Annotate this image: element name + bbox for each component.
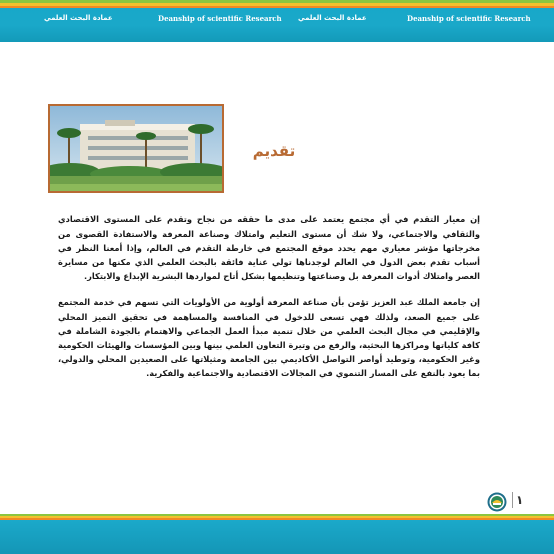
intro-paragraph-1: إن معيار التقدم في أي مجتمع يعتمد على مدى ما حققه من نجاح وتقدم على المستوى الاقتصادي والثقافي والاجتماعي، ولا شك أن مستوى التعليم وامتلاك وصناعة المعرفة والاستفادة القصوى من مخرجاتها مؤشر معياري مهم يحدد موقع المجتمع في خارطة التقدم في العالم، وإذا أمعنا النظر في أسباب تقدم بعض الدول في العالم لوجدناها تولي عناية فائقة بالبحث العلمي الذي مكنها من مسايرة العصر وامتلاك أدوات المعرفة بل وصناعتها وتنظيمها بشكل أتاح لمواردها البشرية الإبداع والابتكار.: [58, 214, 480, 282]
header-title-en-2: Deanship of scientific Research: [407, 14, 531, 23]
header-title-ar-2: عمادة البحث العلمي: [298, 14, 367, 22]
page-number: ١: [516, 493, 524, 507]
page-number-divider: [512, 492, 513, 508]
footer-band: [0, 520, 554, 554]
intro-paragraph-2: إن جامعة الملك عبد العزيز تؤمن بأن صناعة المعرفة أولوية من الأولويات التي تسهم في خدمة المجتمع على جميع الصعد، ولذلك فهي تسعى للدخول في المنافسة والمساهمة في تحقيق التميز المحلي والإقليمي في مجال البحث العلمي من خلال تنمية مبدأ العمل الجماعي والاهتمام بالجودة الشاملة في كافة كلياتها ومراكزها البحثية، والرفع من وتيرة التعاون العلمي بينها وبين المؤسسات والهيئات الحكومية وغير الحكومية، وتوطيد أواصر التواصل الأكاديمي بين الجامعة ومثيلاتها على الصعيدين المحلي والدولي، بما يعود بالنفع على المسار التنموي في المجالات الاقتصادية والاجتماعية والفكرية.: [58, 297, 480, 379]
campus-photo-image: [50, 106, 222, 191]
header-stripe-orange: [0, 6, 554, 8]
section-title: تقديم: [252, 142, 296, 160]
header-title-en-1: Deanship of scientific Research: [158, 14, 282, 23]
header-title-ar-1: عمادة البحث العلمي: [44, 14, 113, 22]
campus-photo: [48, 104, 224, 193]
footer: [0, 502, 554, 554]
header-band: [0, 0, 554, 42]
university-seal-icon: [487, 492, 507, 516]
